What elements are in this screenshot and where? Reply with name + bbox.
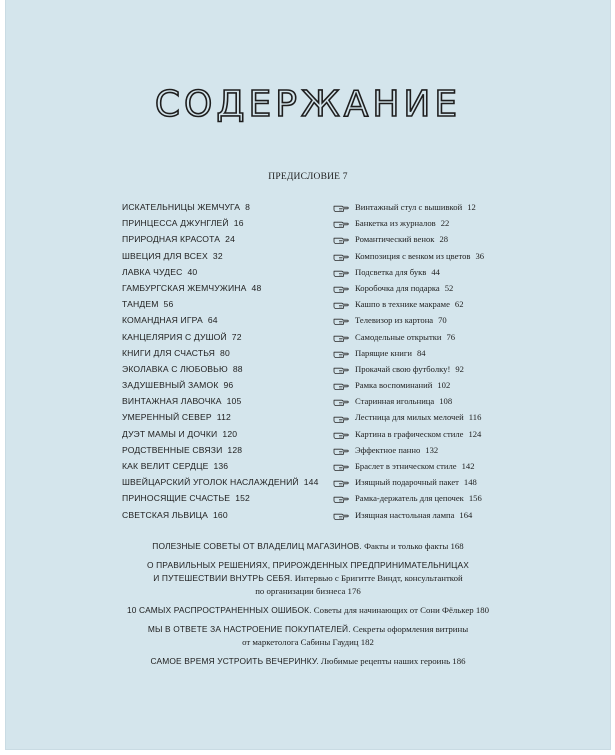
project-entry [333,215,523,231]
chapter-page-number: 72 [231,331,242,342]
article-heading: 10 САМЫХ РАСПРОСТРАНЕННЫХ ОШИБОК. [126,605,312,615]
hand-pointing-icon [333,332,349,342]
page-title: СОДЕРЖАНИЕ [154,84,462,125]
project-title: Романтический венок [355,234,435,245]
chapter-entry [122,215,332,231]
chapter-page-number: 8 [245,202,251,212]
chapter-entry [122,361,332,377]
project-page-number: 102 [437,380,451,391]
chapter-page-number: 152 [235,493,250,504]
chapter-page-number: 56 [163,299,174,310]
project-page-number: 70 [438,315,447,326]
chapters-column [122,199,332,523]
chapter-page-number: 105 [226,396,242,407]
project-entry [333,345,523,361]
chapter-entry [122,312,332,328]
project-page-number: 62 [454,299,464,310]
chapter-entry [122,409,332,425]
chapter-title: СВЕТСКАЯ ЛЬВИЦА [122,509,208,520]
hand-pointing-icon [333,283,349,293]
project-title: Эффектное панно [355,444,421,455]
chapter-entry [122,329,332,345]
chapter-page-number: 32 [212,250,223,261]
article-subtitle: Любимые рецепты наших героинь 186 [318,656,466,666]
project-entry [333,442,523,458]
project-entry [333,426,523,442]
chapter-entry [122,280,332,296]
project-page-number: 156 [468,493,482,504]
project-entry [333,490,523,506]
article-line [6,604,610,617]
project-entry [333,361,523,377]
hand-pointing-icon [333,445,349,455]
project-page-number: 76 [446,331,456,342]
chapter-page-number: 48 [251,282,262,293]
article-subtitle: Советы для начинающих от Сони Фёлькер 180 [311,605,490,615]
project-title: Подсветка для букв [355,266,427,277]
chapter-entry [122,199,332,215]
article-line [6,540,610,553]
chapter-entry [122,507,332,523]
chapter-entry [122,231,332,247]
article-entry [6,559,610,598]
chapter-title: ШВЕЦИЯ ДЛЯ ВСЕХ [122,250,208,261]
article-subtitle: Интервью с Бригитте Виндт, консультанткой [292,573,463,583]
project-entry [333,248,523,264]
article-line [6,623,610,636]
hand-pointing-icon [333,429,349,439]
project-page-number: 108 [439,396,453,407]
chapter-title: ТАНДЕМ [122,299,159,310]
chapter-title: ШВЕЙЦАРСКИЙ УГОЛОК НАСЛАЖДЕНИЙ [122,477,299,488]
hand-pointing-icon [333,299,349,309]
project-entry [333,393,523,409]
article-line [6,655,610,668]
chapter-title: КАНЦЕЛЯРИЯ С ДУШОЙ [122,331,227,342]
chapter-title: КАК ВЕЛИТ СЕРДЦЕ [122,461,209,471]
chapter-page-number: 136 [213,461,229,471]
project-title: Банкетка из журналов [355,218,436,229]
project-entry [333,329,523,345]
article-heading: И ПУТЕШЕСТВИИ ВНУТРЬ СЕБЯ. [153,573,293,583]
project-entry [333,199,523,215]
chapter-title: ПРИНЦЕССА ДЖУНГЛЕЙ [122,218,229,229]
project-title: Старинная игольница [355,396,435,407]
project-title: Телевизор из картона [355,315,434,326]
chapter-page-number: 40 [187,266,198,277]
article-subtitle: от маркетолога Сабины Гаудиц 182 [242,637,374,647]
project-title: Картина в графическом стиле [355,428,464,439]
chapter-page-number: 88 [232,363,243,374]
project-page-number: 28 [439,234,449,245]
article-line [6,636,610,649]
article-entry [6,623,610,649]
article-entry [6,655,610,668]
project-title: Лестница для милых мелочей [355,412,464,423]
article-line [6,572,610,585]
project-page-number: 84 [416,347,426,358]
hand-pointing-icon [333,396,349,406]
project-entry [333,280,523,296]
project-entry [333,312,523,328]
project-entry [333,264,523,280]
article-subtitle: по организации бизнеса 176 [255,586,361,596]
project-title: Винтажный стул с вышивкой [355,202,463,212]
chapter-entry [122,458,332,474]
project-page-number: 36 [475,250,485,261]
chapter-page-number: 120 [222,428,238,439]
chapter-entry [122,442,332,458]
chapter-title: ДУЭТ МАМЫ И ДОЧКИ [122,428,218,439]
project-page-number: 12 [467,202,476,212]
project-title: Рамка-держатель для цепочек [355,493,464,504]
article-heading: САМОЕ ВРЕМЯ УСТРОИТЬ ВЕЧЕРИНКУ. [150,656,319,666]
chapter-page-number: 160 [213,509,228,520]
project-title: Парящие книги [355,347,412,358]
project-title: Прокачай свою футболку! [355,363,451,374]
chapter-page-number: 144 [303,477,319,488]
hand-pointing-icon [333,251,349,261]
chapter-page-number: 64 [207,315,218,326]
hand-pointing-icon [333,461,349,471]
project-title: Коробочка для подарка [355,282,440,293]
project-title: Изящный подарочный пакет [355,477,459,488]
chapter-title: ЭКОЛАВКА С ЛЮБОВЬЮ [122,363,228,374]
articles-section [6,540,610,674]
chapter-title: РОДСТВЕННЫЕ СВЯЗИ [122,444,223,455]
chapter-entry [122,264,332,280]
project-page-number: 164 [459,509,473,520]
chapter-title: УМЕРЕННЫЙ СЕВЕР [122,412,212,423]
chapter-entry [122,296,332,312]
project-title: Рамка воспоминаний [355,380,433,391]
article-entry [6,540,610,553]
article-subtitle: Секреты оформления витрины [350,624,469,634]
project-page-number: 22 [440,218,450,229]
chapter-page-number: 24 [225,234,235,245]
article-subtitle: Факты и только факты 168 [361,541,464,551]
article-line [6,559,610,572]
project-page-number: 142 [461,461,475,471]
chapter-entry [122,490,332,506]
chapter-entry [122,426,332,442]
chapter-entry [122,345,332,361]
chapter-entry [122,248,332,264]
project-entry [333,231,523,247]
hand-pointing-icon [333,493,349,503]
chapter-page-number: 80 [220,347,230,358]
chapter-page-number: 128 [227,444,243,455]
project-page-number: 44 [431,266,440,277]
project-title: Браслет в этническом стиле [355,461,457,471]
chapter-title: ИСКАТЕЛЬНИЦЫ ЖЕМЧУГА [122,202,241,212]
projects-column [333,199,523,523]
article-entry [6,604,610,617]
hand-pointing-icon [333,315,349,325]
chapter-title: ЗАДУШЕВНЫЙ ЗАМОК [122,380,219,391]
project-page-number: 148 [463,477,477,488]
toc-page [6,0,610,749]
article-line [6,585,610,598]
chapter-page-number: 112 [216,412,231,423]
hand-pointing-icon [333,510,349,520]
project-title: Композиция с венком из цветов [355,250,471,261]
hand-pointing-icon [333,202,349,212]
project-entry [333,296,523,312]
article-heading: ПОЛЕЗНЫЕ СОВЕТЫ ОТ ВЛАДЕЛИЦ МАГАЗИНОВ. [152,541,362,551]
hand-pointing-icon [333,380,349,390]
chapter-title: КНИГИ ДЛЯ СЧАСТЬЯ [122,347,216,358]
hand-pointing-icon [333,267,349,277]
project-title: Кашпо в технике макраме [355,299,450,310]
chapter-page-number: 96 [223,380,234,391]
project-page-number: 52 [444,282,454,293]
chapter-entry [122,393,332,409]
preface-entry: ПРЕДИСЛОВИЕ 7 [268,172,348,182]
project-page-number: 132 [425,444,439,455]
project-page-number: 92 [455,363,464,374]
hand-pointing-icon [333,413,349,423]
hand-pointing-icon [333,218,349,228]
article-heading: О ПРАВИЛЬНЫХ РЕШЕНИЯХ, ПРИРОЖДЕННЫХ ПРЕДПРИНИМАТЕЛЬНИЦАХ [147,560,469,570]
project-title: Изящная настольная лампа [355,509,455,520]
project-page-number: 124 [468,428,482,439]
chapter-entry [122,377,332,393]
project-entry [333,474,523,490]
chapter-entry [122,474,332,490]
chapter-page-number: 16 [233,218,244,229]
chapter-title: КОМАНДНАЯ ИГРА [122,315,203,326]
chapter-title: ВИНТАЖНАЯ ЛАВОЧКА [122,396,222,407]
chapter-title: ЛАВКА ЧУДЕС [122,266,183,277]
project-entry [333,507,523,523]
hand-pointing-icon [333,234,349,244]
article-heading: МЫ В ОТВЕТЕ ЗА НАСТРОЕНИЕ ПОКУПАТЕЛЕЙ. [147,624,351,634]
chapter-title: ПРИНОСЯЩИЕ СЧАСТЬЕ [122,493,231,504]
hand-pointing-icon [333,477,349,487]
chapter-title: ГАМБУРГСКАЯ ЖЕМЧУЖИНА [122,282,247,293]
hand-pointing-icon [333,348,349,358]
chapter-title: ПРИРОДНАЯ КРАСОТА [122,234,221,245]
hand-pointing-icon [333,364,349,374]
project-entry [333,458,523,474]
project-page-number: 116 [468,412,482,423]
project-title: Самодельные открытки [355,331,442,342]
project-entry [333,409,523,425]
project-entry [333,377,523,393]
